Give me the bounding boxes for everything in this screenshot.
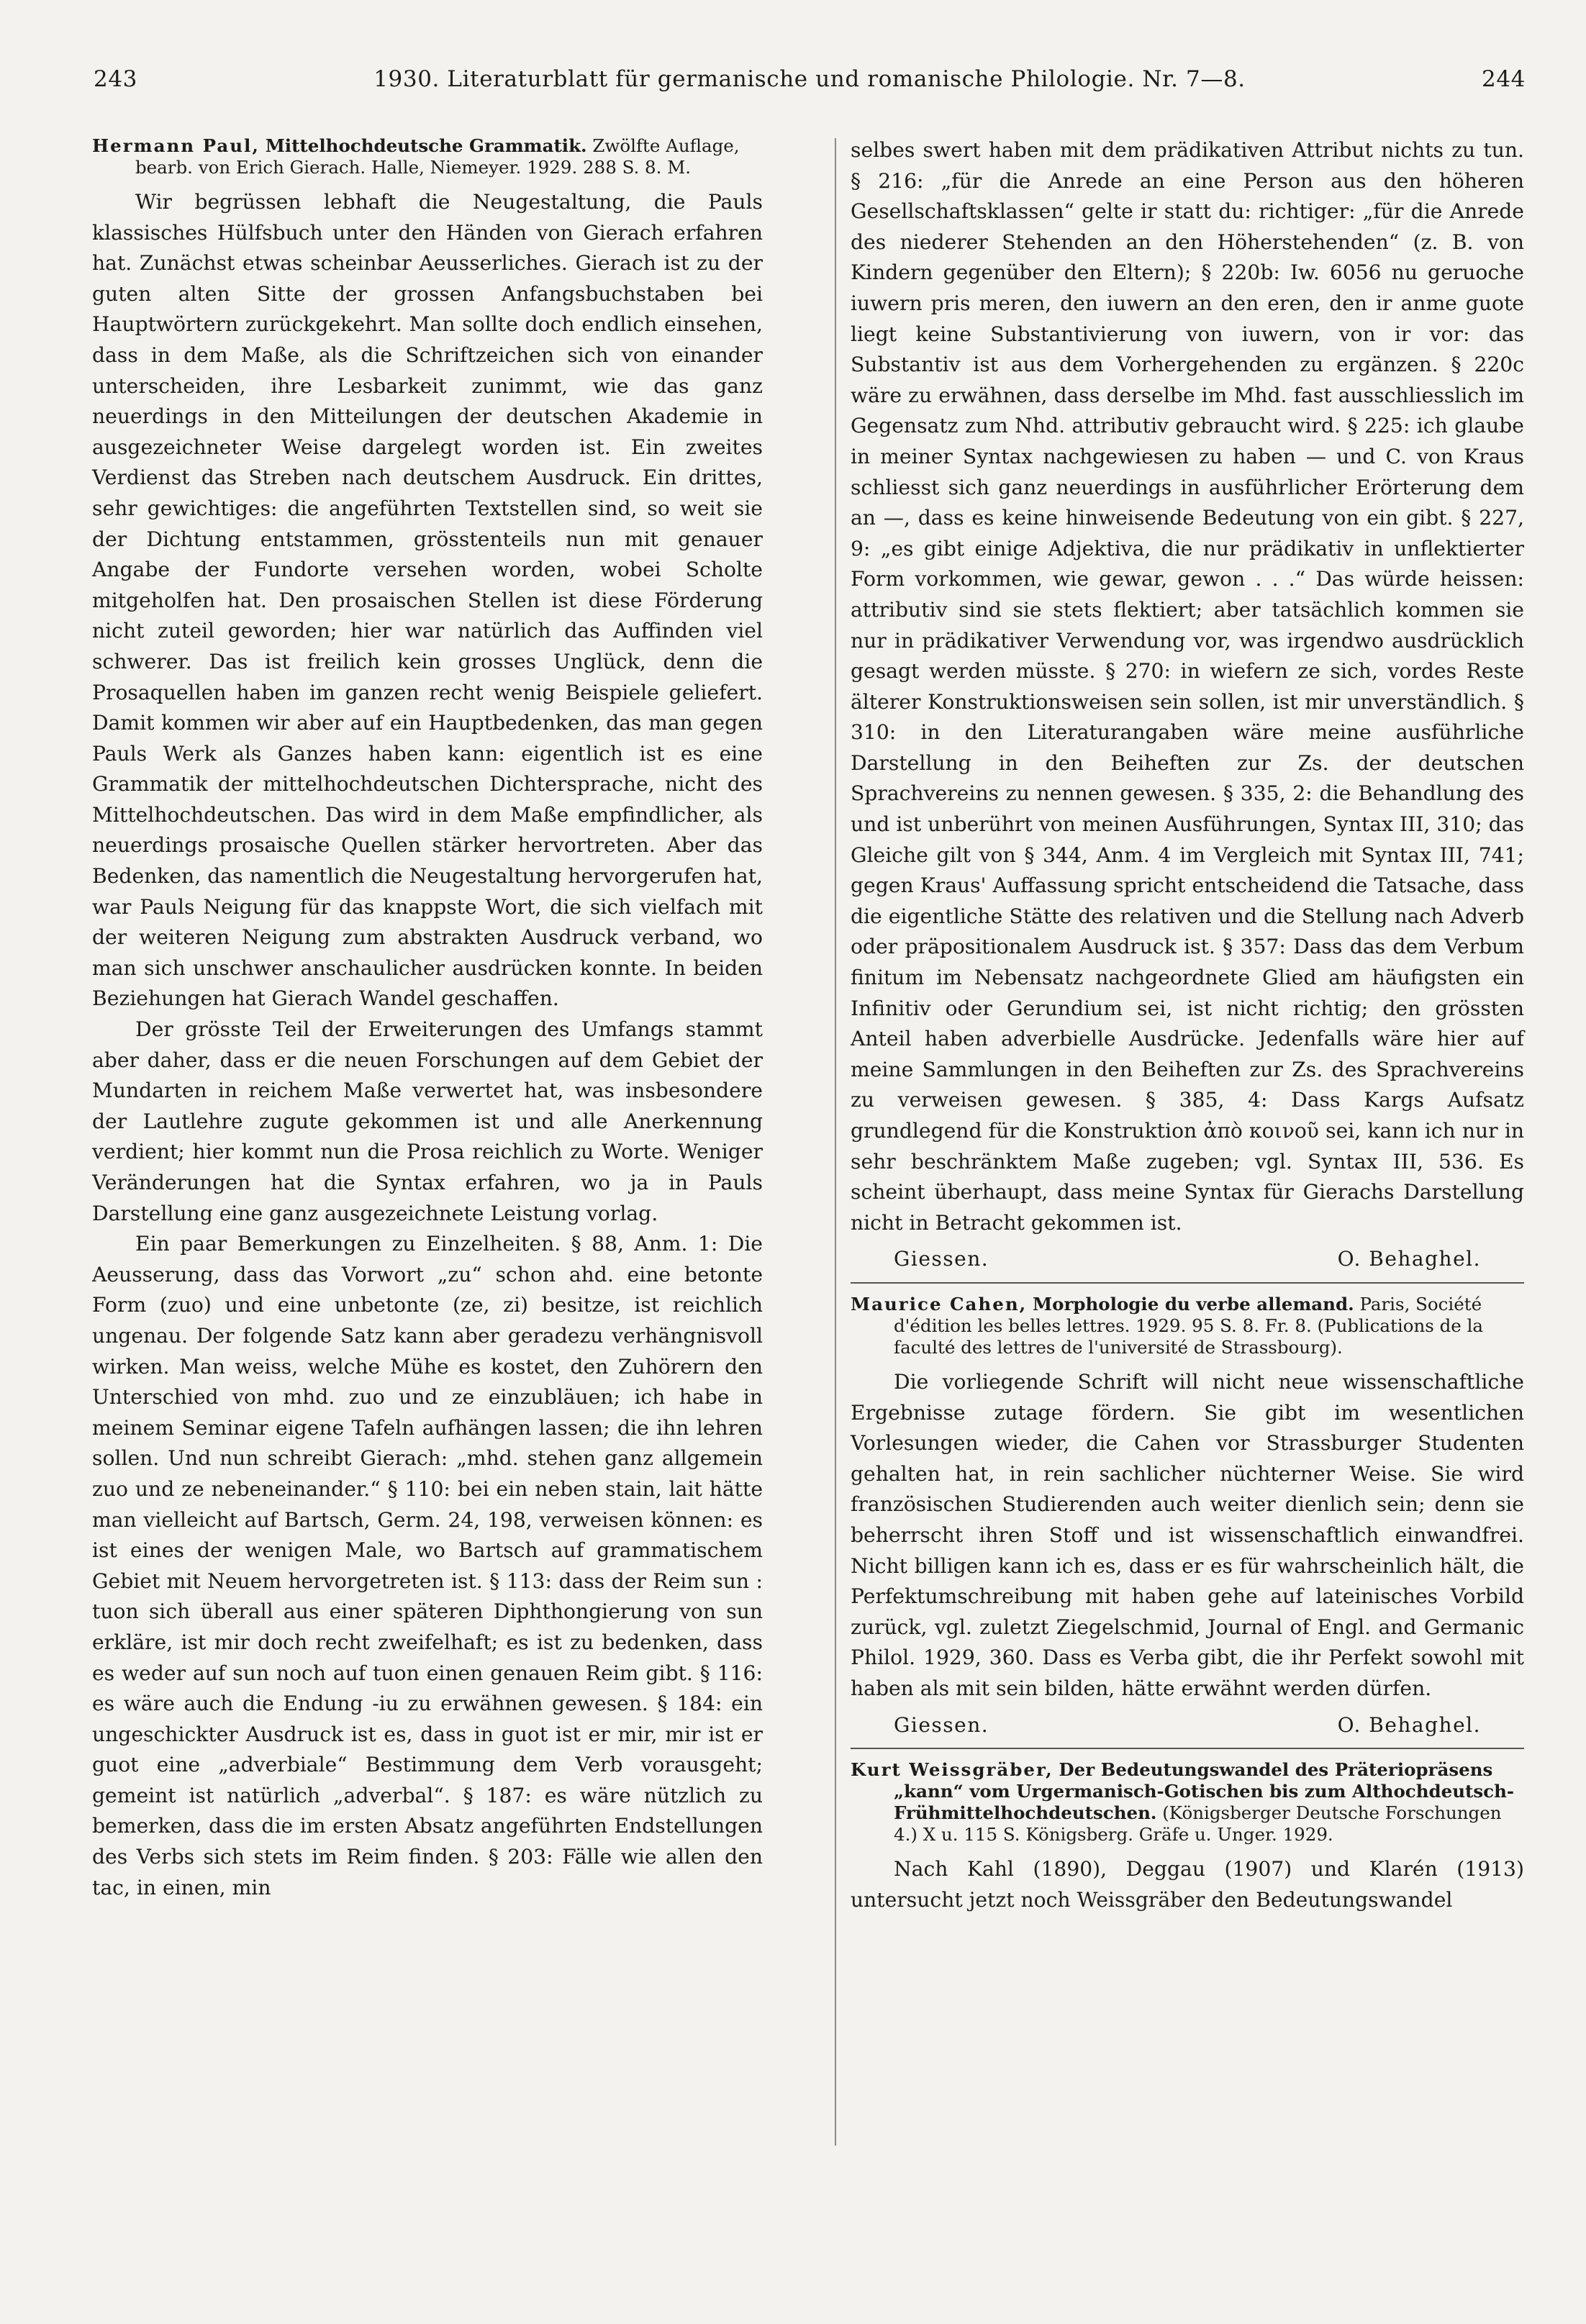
review-author: Hermann Paul, <box>92 135 260 156</box>
running-header <box>94 66 1526 109</box>
left-column <box>92 135 763 1903</box>
body-paragraph: Wir begrüssen lebhaft die Neugestaltung, die Pauls klassisches Hülfsbuch unter den Händen von Gierach erfahren hat. Zunächst etwas scheinbar Aeusserliches. Gierach ist zu der guten alten Sitte der grossen Anfangsbuchstaben bei Hauptwörtern zurückgekehrt. Man sollte doch endlich einsehen, dass in dem Maße, als die Schriftzeichen sich von einander unterscheiden, ihre Lesbarkeit zunimmt, wie das ganz neuerdings in den Mitteilungen der deutschen Akademie in ausgezeichneter Weise dargelegt worden ist. Ein zweites Verdienst das Streben nach deutschem Ausdruck. Ein drittes, sehr gewichtiges: die angeführten Textstellen sind, so weit sie der Dichtung entstammen, grösstenteils nun mit genauer Angabe der Fundorte versehen worden, wobei Scholte mitgeholfen hat. Den prosaischen Stellen ist diese Förderung nicht zuteil geworden; hier war natürlich das Auffinden viel schwerer. Das ist freilich kein grosses Unglück, denn die Prosaquellen haben im ganzen recht wenig Beispiele geliefert. Damit kommen wir aber auf ein Hauptbedenken, das man gegen Pauls Werk als Ganzes haben kann: eigentlich ist es eine Grammatik der mittelhochdeutschen Dichtersprache, nicht des Mittelhochdeutschen. Das wird in dem Maße empfindlicher, als neuerdings prosaische Quellen stärker hervortreten. Aber das Bedenken, das namentlich die Neugestaltung hervorgerufen hat, war Pauls Neigung für das knappste Wort, die sich vielfach mit der weiteren Neigung zum abstrakten Ausdruck verband, wo man sich unschwer anschaulicher ausdrücken konnte. In beiden Beziehungen hat Gierach Wandel geschaffen. <box>92 190 763 1011</box>
body-paragraph: Ein paar Bemerkungen zu Einzelheiten. § 88, Anm. 1: Die Aeusserung, dass das Vorwort „zu“ schon ahd. eine betonte Form (zuo) und eine unbetonte (ze, zi) besitze, ist reichlich ungenau. Der folgende Satz kann aber geradezu verhängnisvoll wirken. Man weiss, welche Mühe es kostet, den Zuhörern den Unterschied von mhd. zuo und ze einzubläuen; ich habe in meinem Seminar eigene Tafeln aufhängen lassen; die ihn lehren sollen. Und nun schreibt Gierach: „mhd. stehen ganz allgemein zuo und ze nebeneinander.“ § 110: bei ein neben stain, lait hätte man vielleicht auf Bartsch, Germ. 24, 198, verweisen können: es ist eines der wenigen Male, wo Bartsch auf grammatischem Gebiet mit Neuem hervorgetreten ist. § 113: dass der Reim sun : tuon sich überall aus einer späteren Diphthongierung von sun erkläre, ist mir doch recht zweifelhaft; es ist zu bedenken, dass es weder auf sun noch auf tuon einen genauen Reim gibt. § 116: es wäre auch die Endung -iu zu erwähnen gewesen. § 184: ein ungeschickter Ausdruck ist es, dass in guot ist er mir, mir ist er guot eine „adverbiale“ Bestimmung dem Verb vorausgeht; gemeint ist natürlich „adverbal“. § 187: es wäre nützlich zu bemerken, dass die im ersten Absatz angeführten Endstellungen des Verbs sich stets im Reim finden. § 203: Fälle wie allen den tac, in einen, min <box>92 1232 763 1899</box>
signature-place: Giessen. <box>894 1712 989 1737</box>
review-separator <box>851 1748 1524 1749</box>
review-signature <box>851 1244 1524 1275</box>
review-heading-cahen <box>851 1294 1524 1358</box>
right-column <box>851 135 1524 1915</box>
review-book-title: Morphologie du verbe allemand. <box>1032 1293 1354 1315</box>
signature-place: Giessen. <box>894 1247 989 1271</box>
review-separator <box>851 1282 1524 1284</box>
signature-name: O. Behaghel. <box>1337 1247 1481 1271</box>
body-paragraph: Die vorliegende Schrift will nicht neue wissenschaftliche Ergebnisse zutage fördern. Sie gibt im wesentlichen Vorlesungen wieder, die Cahen vor Strassburger Studenten gehalten hat, in rein sachlicher nüchterner Weise. Sie wird französischen Studierenden auch weiter dienlich sein; denn sie beherrscht ihren Stoff und ist wissenschaftlich einwandfrei. Nicht billigen kann ich es, dass er es für wahrscheinlich hält, die Perfektumschreibung mit haben gehe auf lateinisches Vorbild zurück, vgl. zuletzt Ziegelschmid, Journal of Engl. and Germanic Philol. 1929, 360. Dass es Verba gibt, die ihr Perfekt sowohl mit haben als mit sein bilden, hätte erwähnt werden dürfen. <box>851 1369 1524 1700</box>
signature-name: O. Behaghel. <box>1337 1712 1481 1737</box>
page-number-left: 243 <box>94 66 137 92</box>
review-heading-paul <box>92 135 763 178</box>
body-paragraph: selbes swert haben mit dem prädikativen Attribut nichts zu tun. § 216: „für die Anrede an eine Person aus den höheren Gesellschaftsklassen“ gelte ir statt du: richtiger: „für die Anrede des niederer Stehenden an den Höherstehenden“ (z. B. von Kindern gegenüber den Eltern); § 220b: Iw. 6056 nu geruoche iuwern pris meren, den iuwern an den eren, den ir anme guote liegt keine Substantivierung von iuwern, von ir vor: das Substantiv ist aus dem Vorhergehenden zu ergänzen. § 220c wäre zu erwähnen, dass derselbe im Mhd. fast ausschliesslich im Gegensatz zum Nhd. attributiv gebraucht wird. § 225: ich glaube in meiner Syntax nachgewiesen zu haben — und C. von Kraus schliesst sich ganz neuerdings in ausführlicher Erörterung dem an —, dass es keine hinweisende Bedeutung von ein gibt. § 227, 9: „es gibt einige Adjektiva, die nur prädikativ in unflektierter Form vorkommen, wie gewar, gewon . . .“ Das würde heissen: attributiv sind sie stets flektiert; aber tatsächlich kommen sie nur in prädikativer Verwendung vor, was irgendwo ausdrücklich gesagt werden müsste. § 270: in wiefern ze sich, vordes Reste älterer Konstruktionsweisen sein sollen, ist mir unverständlich. § 310: in den Literaturangaben wäre meine ausführliche Darstellung in den Beiheften zur Zs. der deutschen Sprachvereins zu nennen gewesen. § 335, 2: die Behandlung des und ist unberührt von meinen Ausführungen, Syntax III, 310; das Gleiche gilt von § 344, Anm. 4 im Vergleich mit Syntax III, 741; gegen Kraus' Auffassung spricht entscheidend die Tatsache, dass die eigentliche Stätte des relativen und die Stellung nach Adverb oder präpositionalem Ausdruck ist. § 357: Dass das dem Verbum finitum im Nebensatz nachgeordnete Glied am häufigsten ein Infinitiv oder Gerundium sei, ist nicht richtig; den grössten Anteil haben adverbielle Ausdrücke. Jedenfalls wäre hier auf meine Sammlungen in den Beiheften zur Zs. des Sprachvereins zu verweisen gewesen. § 385, 4: Dass Kargs Aufsatz grundlegend für die Konstruktion ἀπὸ κοινοῦ sei, kann ich nur in sehr beschränktem Maße zugeben; vgl. Syntax III, 536. Es scheint überhaupt, dass meine Syntax für Gierachs Darstellung nicht in Betracht gekommen ist. <box>851 138 1524 1235</box>
journal-title: 1930. Literaturblatt für germanische und romanische Philologie. Nr. 7—8. <box>373 66 1246 92</box>
page-number-right: 244 <box>1482 66 1526 92</box>
review-author: Kurt Weissgräber, <box>851 1759 1053 1781</box>
review-book-title: Mittelhochdeutsche Grammatik. <box>265 135 587 156</box>
body-paragraph: Nach Kahl (1890), Deggau (1907) und Klarén (1913) untersucht jetzt noch Weissgräber den Bedeutungswandel <box>851 1857 1524 1912</box>
review-book-details: Paris, Société d'édition les belles lettres. 1929. 95 S. 8. Fr. 8. (Publications de la faculté des lettres de l'université de Strassbourg). <box>894 1293 1484 1358</box>
body-paragraph: Der grösste Teil der Erweiterungen des Umfangs stammt aber daher, dass er die neuen Forschungen auf dem Gebiet der Mundarten in reichem Maße verwertet hat, was insbesondere der Lautlehre zugute gekommen ist und alle Anerkennung verdient; hier kommt nun die Prosa reichlich zu Worte. Weniger Veränderungen hat die Syntax erfahren, wo ja in Pauls Darstellung eine ganz ausgezeichnete Leistung vorlag. <box>92 1017 763 1225</box>
review-heading-weissgraeber <box>851 1759 1524 1846</box>
review-book-details: Zwölfte Auflage, bearb. von Erich Gierach. Halle, Niemeyer. 1929. 288 S. 8. M. <box>135 135 740 178</box>
review-book-details: (Königsberger Deutsche Forschungen 4.) X u. 115 S. Königsberg. Gräfe u. Unger. 1929. <box>894 1802 1502 1846</box>
review-book-title: Der Bedeutungswandel des Präteriopräsens „kann“ vom Urgermanisch-Gotischen bis zum Althochdeutsch-Frühmittelhochdeutschen. <box>894 1759 1515 1824</box>
column-divider <box>835 138 836 2146</box>
review-signature <box>851 1710 1524 1741</box>
review-author: Maurice Cahen, <box>851 1293 1028 1315</box>
